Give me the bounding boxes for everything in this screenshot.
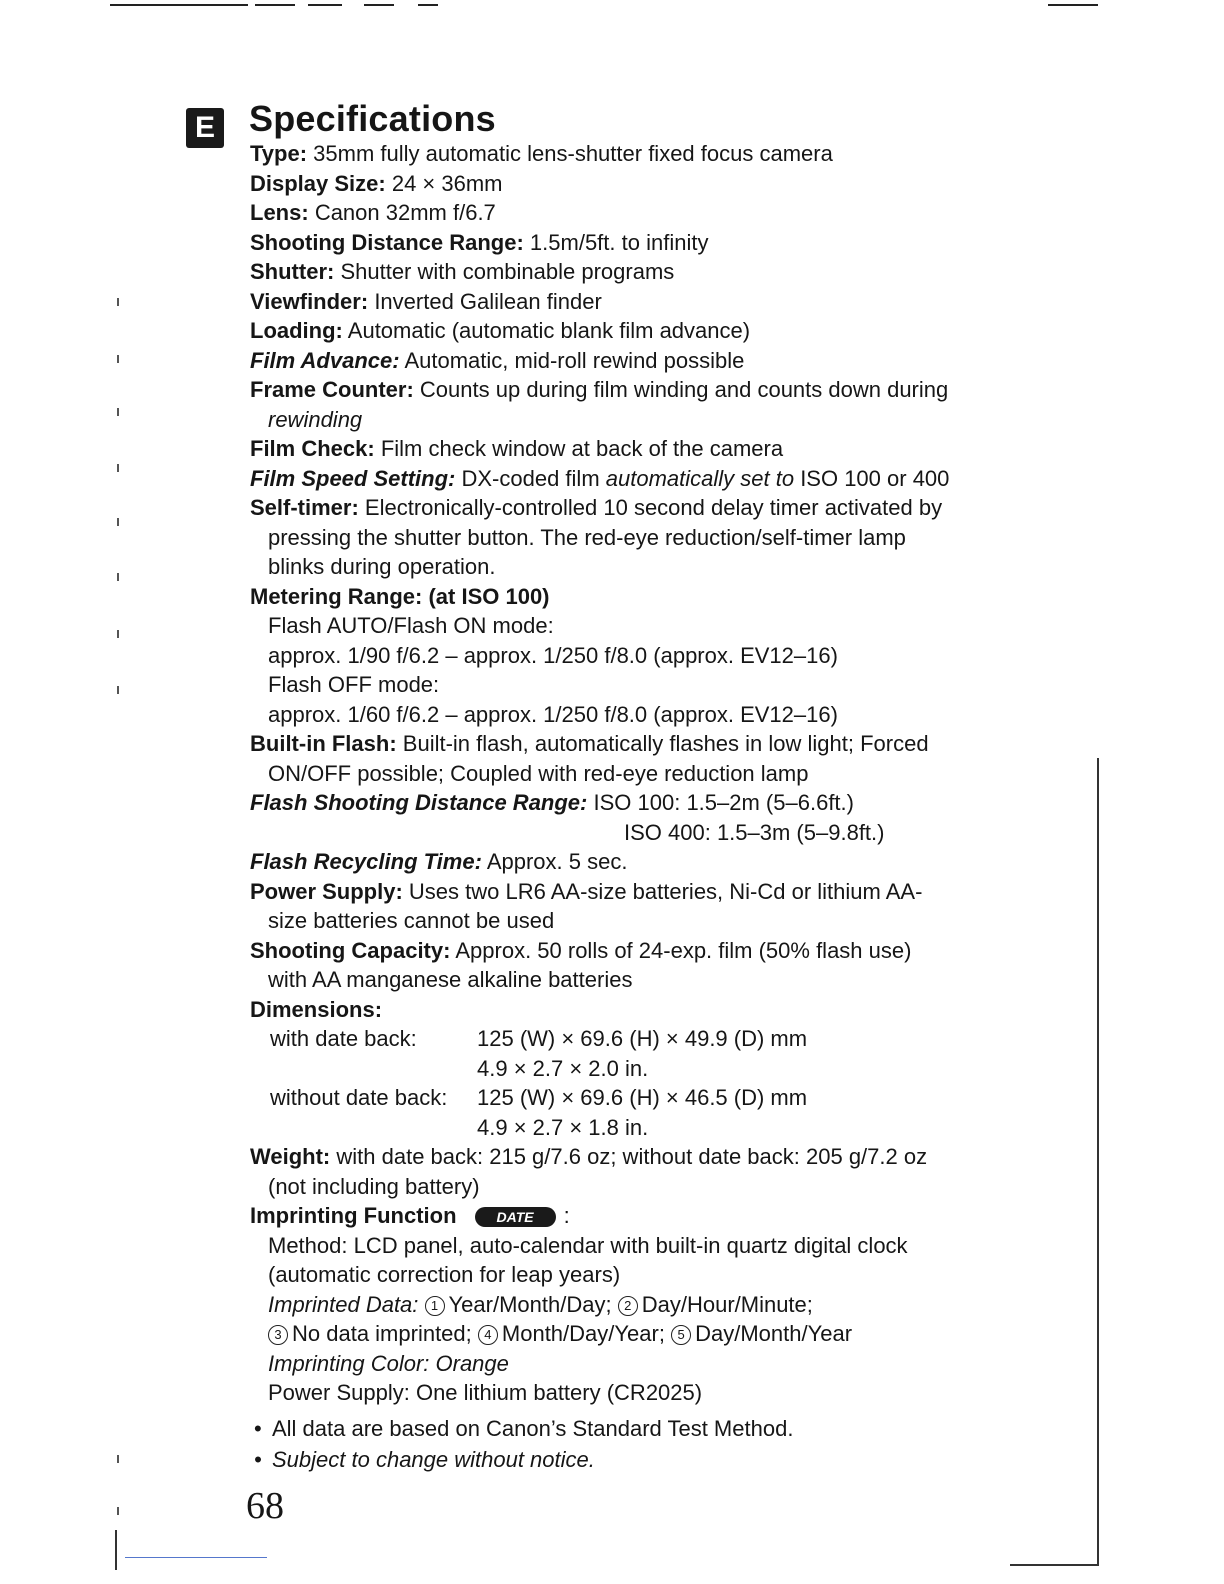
dim-label: with date back: [270, 1026, 417, 1051]
spec-label: Weight: [250, 1144, 331, 1169]
spec-value: Automatic (automatic blank film advance) [347, 318, 751, 343]
imprint-data-label: Imprinted Data: [268, 1291, 419, 1317]
margin-tick [117, 355, 119, 363]
spec-value: Counts up during film winding and counts down during [419, 377, 949, 402]
imprint-option: Day/Month/Year [695, 1321, 853, 1346]
spec-value-cont: rewinding [268, 406, 363, 432]
spec-value-italic: automatically set to [605, 465, 795, 491]
imprint-color: Imprinting Color: Orange [268, 1350, 509, 1376]
spec-label: Built-in Flash: [250, 731, 397, 756]
spec-label: Power Supply: [250, 878, 403, 904]
spec-frame-counter [250, 375, 1030, 434]
spec-label: Lens: [250, 200, 309, 225]
dim-value: 125 (W) × 69.6 (H) × 49.9 (D) mm [477, 1026, 808, 1051]
margin-tick [117, 686, 119, 694]
spec-colon: : [563, 1203, 570, 1228]
circled-number-icon: 2 [618, 1296, 638, 1316]
spec-value: ISO 100: 1.5–2m (5–6.6ft.) [593, 790, 854, 815]
circled-number-icon: 3 [268, 1325, 288, 1345]
metering-line: approx. 1/60 f/6.2 – approx. 1/250 f/8.0 (approx. EV12–16) [268, 701, 838, 727]
spec-lens [250, 198, 1030, 228]
spec-value-cont: ON/OFF possible; Coupled with red-eye reduction lamp [268, 760, 809, 786]
circled-number-icon: 1 [425, 1296, 445, 1316]
spec-flash-distance-iso400: ISO 400: 1.5–3m (5–9.8ft.) [624, 819, 885, 845]
spec-value: Inverted Galilean finder [374, 288, 602, 314]
dim-without-date-back-inches [250, 1113, 1030, 1143]
spec-imprinting [250, 1201, 1030, 1231]
spec-value: with date back: 215 g/7.6 oz; without date back: 205 g/7.2 oz [336, 1144, 928, 1169]
bottom-rule [1010, 1564, 1098, 1566]
metering-line: Flash AUTO/Flash ON mode: [268, 613, 554, 638]
dim-value: 4.9 × 2.7 × 1.8 in. [477, 1114, 649, 1140]
dim-with-date-back [250, 1024, 1030, 1054]
spec-viewfinder [250, 287, 1030, 317]
spec-label: Dimensions: [250, 996, 383, 1022]
imprint-option: Day/Hour/Minute; [641, 1291, 813, 1317]
spec-shooting-capacity [250, 936, 1030, 995]
spec-value: 24 × 36mm [391, 170, 503, 196]
top-rule [255, 4, 295, 6]
footnote-text: All data are based on Canon’s Standard Test Method. [272, 1416, 794, 1441]
spec-label: Imprinting Function [250, 1203, 457, 1228]
spec-shutter [250, 257, 1030, 287]
dim-value: 4.9 × 2.7 × 2.0 in. [477, 1055, 649, 1081]
spec-label: Frame Counter: [250, 377, 414, 402]
imprint-method-cont: (automatic correction for leap years) [268, 1262, 621, 1287]
spec-value-cont: with AA manganese alkaline batteries [268, 967, 633, 992]
margin-tick [117, 630, 119, 638]
spec-builtin-flash [250, 729, 1030, 788]
bullet-icon: • [254, 1447, 262, 1472]
dim-value: 125 (W) × 69.6 (H) × 46.5 (D) mm [477, 1085, 808, 1110]
imprint-option: Year/Month/Day; [448, 1291, 612, 1317]
spec-value: Shutter with combinable programs [340, 259, 675, 284]
dim-with-date-back-inches [250, 1054, 1030, 1084]
top-rule [110, 4, 248, 6]
spec-label: Shooting Distance Range: [250, 229, 524, 255]
imprint-option: No data imprinted; [292, 1321, 472, 1346]
spec-label: Type: [250, 141, 308, 166]
imprint-data-cont [250, 1319, 1030, 1349]
spec-dimensions [250, 995, 1030, 1025]
top-rule [1048, 4, 1098, 6]
bullet-icon: • [254, 1416, 262, 1441]
spec-value: Approx. 5 sec. [486, 849, 628, 874]
imprint-data [250, 1290, 1030, 1320]
top-rule [418, 4, 438, 6]
circled-number-icon: 5 [671, 1325, 691, 1345]
section-letter-badge: E [186, 108, 224, 148]
spec-film-advance [250, 346, 1030, 376]
date-badge-icon: DATE [475, 1207, 556, 1227]
dim-label: without date back: [270, 1085, 448, 1110]
spec-loading [250, 316, 1030, 346]
spec-label: Flash Shooting Distance Range: [250, 790, 588, 815]
metering-line: Flash OFF mode: [268, 672, 440, 697]
spec-film-speed [250, 464, 1030, 494]
top-rule [364, 4, 394, 6]
spec-shooting-distance [250, 228, 1030, 258]
spec-value: 1.5m/5ft. to infinity [529, 229, 709, 255]
margin-tick [117, 1507, 119, 1515]
page-number: 68 [246, 1485, 284, 1527]
spec-value: 35mm fully automatic lens-shutter fixed focus camera [313, 141, 833, 166]
spec-value: ISO 100 or 400 [794, 465, 950, 491]
spec-flash-recycling [250, 847, 1030, 877]
margin-tick [117, 573, 119, 581]
dim-without-date-back [250, 1083, 1030, 1113]
margin-tick [117, 1455, 119, 1463]
spec-label: Metering Range: (at ISO 100) [250, 583, 550, 609]
circled-number-icon: 4 [478, 1325, 498, 1345]
spec-value-cont: (not including battery) [268, 1173, 480, 1199]
spec-value-cont: pressing the shutter button. The red-eye reduction/self-timer lamp [268, 524, 906, 550]
spec-value-cont: blinks during operation. [268, 554, 496, 579]
spec-label: Film Advance: [250, 347, 400, 373]
spec-value: Film check window at back of the camera [380, 436, 784, 461]
spec-film-check [250, 434, 1030, 464]
imprint-option: Month/Day/Year; [501, 1321, 665, 1346]
spec-label: Film Speed Setting: [250, 465, 456, 491]
spec-power-supply [250, 877, 1030, 936]
margin-tick [117, 464, 119, 472]
spec-label: Display Size: [250, 170, 386, 196]
spec-label: Viewfinder: [250, 288, 369, 314]
spec-type [250, 139, 1030, 169]
imprint-power: Power Supply: One lithium battery (CR2025) [268, 1380, 703, 1405]
left-rule [115, 1530, 117, 1570]
top-rule [308, 4, 342, 6]
footer-rule [125, 1557, 267, 1558]
spec-label: Shutter: [250, 259, 335, 284]
spec-value-cont: size batteries cannot be used [268, 908, 555, 933]
spec-display-size [250, 169, 1030, 199]
margin-tick [117, 298, 119, 306]
spec-value: Electronically-controlled 10 second delay timer activated by [364, 495, 943, 520]
spec-weight [250, 1142, 1030, 1201]
spec-label: Shooting Capacity: [250, 937, 451, 963]
spec-value: Approx. 50 rolls of 24-exp. film (50% flash use) [455, 937, 912, 963]
page-title: Specifications [249, 98, 496, 139]
footnote [254, 1413, 793, 1444]
right-rule [1097, 758, 1099, 1566]
margin-tick [117, 518, 119, 526]
spec-label: Self-timer: [250, 495, 359, 520]
spec-label: Flash Recycling Time: [250, 849, 482, 874]
margin-tick [117, 408, 119, 416]
spec-label: Film Check: [250, 436, 375, 461]
footnote [254, 1444, 793, 1475]
spec-value: Built-in flash, automatically flashes in low light; Forced [402, 731, 929, 756]
spec-flash-distance [250, 788, 1030, 818]
metering-line: approx. 1/90 f/6.2 – approx. 1/250 f/8.0 (approx. EV12–16) [268, 642, 838, 668]
spec-value: Uses two LR6 AA-size batteries, Ni-Cd or lithium AA- [408, 878, 923, 904]
footnotes [254, 1413, 793, 1475]
spec-value: Automatic, mid-roll rewind possible [404, 347, 745, 373]
imprint-method: Method: LCD panel, auto-calendar with built-in quartz digital clock [268, 1232, 908, 1258]
footnote-text: Subject to change without notice. [272, 1447, 595, 1472]
spec-value: DX-coded film [461, 465, 606, 491]
spec-value: Canon 32mm f/6.7 [314, 200, 496, 225]
spec-metering [250, 582, 1030, 612]
spec-list [250, 139, 1030, 1408]
spec-self-timer [250, 493, 1030, 582]
spec-label: Loading: [250, 318, 343, 343]
